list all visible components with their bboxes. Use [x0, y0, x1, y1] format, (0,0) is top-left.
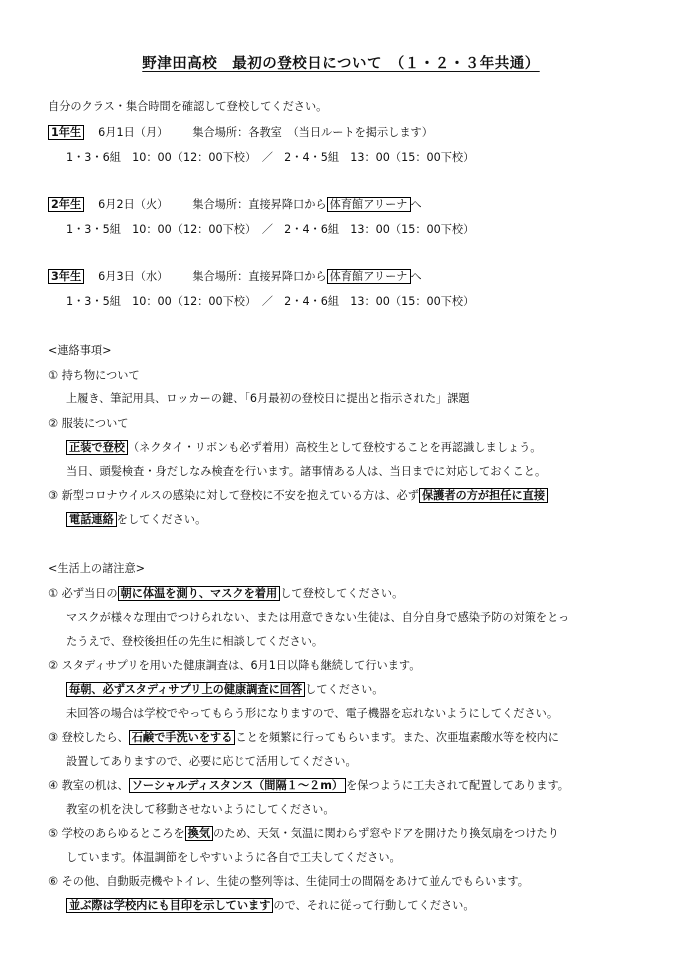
life-item4 — [48, 778, 569, 794]
life-item3-prefix: 登校したら、 — [61, 731, 129, 744]
contact-item2-title: 服装について — [61, 417, 129, 430]
contact-item3-suffix: をしてください。 — [116, 513, 207, 526]
contact-item2-line1 — [66, 440, 541, 456]
contact-item1-body: 上履き、筆記用具、ロッカーの鍵、「6月最初の登校日に提出と指示された」課題 — [66, 392, 470, 405]
life-item4-num: ④ — [48, 779, 59, 792]
contact-item2-body1: （ネクタイ・リボンも必ず着用）高校生として登校することを再認識しましょう。 — [127, 441, 542, 454]
life-item5-line2: しています。体温調節をしやすいように各自で工夫してください。 — [66, 851, 401, 864]
life-item2-suffix: してください。 — [305, 683, 384, 696]
grade3-place-suffix: へ — [410, 270, 422, 283]
life-item4-line2: 教室の机を決して移動させないようにしてください。 — [66, 803, 335, 816]
life-item6-line2 — [66, 898, 475, 914]
life-item6-box: 並ぶ際は学校内にも目印を示しています — [66, 898, 273, 913]
contact-item2 — [48, 416, 129, 432]
grade1-header — [48, 125, 433, 141]
life-item3-suffix: ことを頻繁に行ってもらいます。また、次亜塩素酸水等を校内に — [235, 731, 559, 744]
contact-item3 — [48, 488, 548, 504]
grade3-schedule: 1・3・5組 10：00（12：00下校） ／ 2・4・6組 13：00（15：00下校） — [66, 295, 475, 308]
life-item6-num: ⑥ — [48, 875, 59, 888]
grade2-place-suffix: へ — [410, 198, 422, 211]
life-item3-num: ③ — [48, 731, 59, 744]
life-item5 — [48, 826, 559, 842]
grade3-place: 集合場所：直接昇降口から — [192, 270, 327, 283]
life-item1-num: ① — [48, 587, 59, 600]
life-item2-line2 — [66, 682, 383, 698]
grade1-date: 6月1日（月） — [98, 126, 169, 139]
life-item1 — [48, 586, 403, 602]
life-item6 — [48, 874, 529, 890]
life-item5-num: ⑤ — [48, 827, 59, 840]
grade3-header — [48, 269, 422, 285]
contact-item3-prefix: 新型コロナウイルスの感染に対して登校に不安を抱えている方は、必ず — [61, 489, 419, 502]
grade2-place: 集合場所：直接昇降口から — [192, 198, 327, 211]
contact-item3-box2: 電話連絡 — [66, 512, 117, 527]
life-item3 — [48, 730, 559, 746]
contact-item3-box1: 保護者の方が担任に直接 — [419, 488, 548, 503]
life-item1-suffix: して登校してください。 — [280, 587, 404, 600]
grade1-schedule: 1・3・6組 10：00（12：00下校） ／ 2・4・5組 13：00（15：00下校） — [66, 151, 475, 164]
life-item1-line2: マスクが様々な理由でつけられない、または用意できない生徒は、自分自身で感染予防の対策をとっ — [66, 611, 570, 624]
life-item2-line3: 未回答の場合は学校でやってもらう形になりますので、電子機器を忘れないようにしてください。 — [66, 707, 559, 720]
contact-item2-box: 正装で登校 — [66, 440, 128, 455]
life-item6-suffix: ので、それに従って行動してください。 — [273, 899, 475, 912]
life-item4-box: ソーシャルディスタンス（間隔１～２m） — [129, 778, 346, 793]
life-item3-box: 石鹸で手洗いをする — [129, 730, 236, 745]
grade3-place-box: 体育館アリーナ — [327, 269, 411, 284]
grade2-header — [48, 197, 422, 213]
life-item2-line1: スタディサプリを用いた健康調査は、6月1日以降も継続して行います。 — [61, 659, 421, 672]
life-item1-box: 朝に体温を測り、マスクを着用 — [118, 586, 281, 601]
life-item2-num: ② — [48, 659, 59, 672]
life-item1-line3: たうえで、登校後担任の先生に相談してください。 — [66, 635, 324, 648]
life-item1-prefix: 必ず当日の — [61, 587, 118, 600]
grade1-label: 1年生 — [48, 125, 84, 140]
contact-item2-num: ② — [48, 417, 59, 430]
intro-text: 自分のクラス・集合時間を確認して登校してください。 — [48, 100, 328, 113]
contact-item3-num: ③ — [48, 489, 59, 502]
contact-item1-title: 持ち物について — [61, 369, 140, 382]
life-item2 — [48, 658, 420, 674]
grade2-date: 6月2日（火） — [98, 198, 169, 211]
grade2-place-box: 体育館アリーナ — [327, 197, 411, 212]
life-item5-box: 換気 — [185, 826, 213, 841]
contact-item2-body2: 当日、頭髪検査・身だしなみ検査を行います。諸事情ある人は、当日までに対応しておくこと。 — [66, 465, 547, 478]
grade3-label: 3年生 — [48, 269, 84, 284]
page-title: 野津田高校 最初の登校日について （１・２・３年共通） — [142, 56, 540, 72]
life-item4-suffix: を保つように工夫されて配置してあります。 — [346, 779, 569, 792]
life-item4-prefix: 教室の机は、 — [61, 779, 129, 792]
life-item5-suffix: のため、天気・気温に関わらず窓やドアを開けたり換気扇をつけたり — [213, 827, 559, 840]
life-item6-line1: その他、自動販売機やトイレ、生徒の整列等は、生徒同士の間隔をあけて並んでもらいます。 — [61, 875, 529, 888]
contact-item1-num: ① — [48, 369, 59, 382]
life-item5-prefix: 学校のあらゆるところを — [61, 827, 185, 840]
grade2-label: 2年生 — [48, 197, 84, 212]
life-item2-box: 毎朝、必ずスタディサプリ上の健康調査に回答 — [66, 682, 305, 697]
contact-item1 — [48, 368, 140, 384]
grade1-place: 集合場所：各教室 （当日ルートを掲示します） — [192, 126, 433, 139]
life-item3-line2: 設置してありますので、必要に応じて活用してください。 — [66, 755, 357, 768]
grade2-schedule: 1・3・5組 10：00（12：00下校） ／ 2・4・6組 13：00（15：00下校） — [66, 223, 475, 236]
contact-item3-line2 — [66, 512, 206, 528]
grade3-date: 6月3日（水） — [98, 270, 169, 283]
contact-heading: <連絡事項> — [48, 344, 112, 357]
life-heading: <生活上の諸注意> — [48, 562, 146, 575]
